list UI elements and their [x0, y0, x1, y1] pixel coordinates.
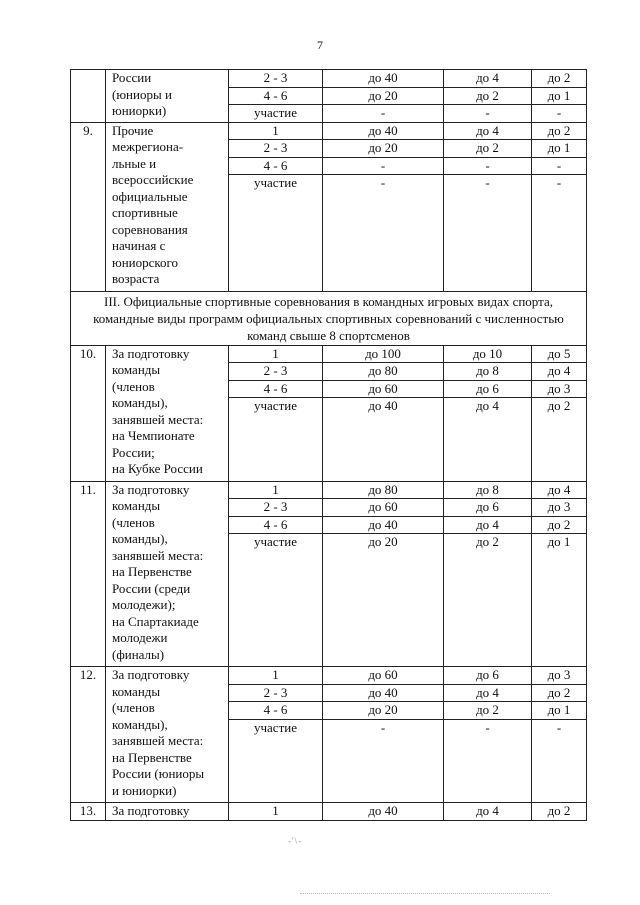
value-cell: до 4	[444, 803, 532, 821]
competition-description	[106, 345, 229, 481]
value-cell: до 20	[323, 140, 444, 158]
value-cell: до 10	[444, 345, 532, 363]
value-cell: до 4	[532, 363, 587, 381]
value-cell: до 20	[323, 534, 444, 667]
value-cell: до 2	[444, 702, 532, 720]
place-cell: 1	[229, 122, 323, 140]
description-line: За подготовку	[112, 667, 190, 682]
value-cell: до 2	[444, 87, 532, 105]
place-cell: 4 - 6	[229, 380, 323, 398]
value-cell: до 6	[444, 499, 532, 517]
description-line: молодежи	[112, 630, 168, 645]
value-cell: до 8	[444, 363, 532, 381]
value-cell: до 80	[323, 363, 444, 381]
value-cell: до 40	[323, 516, 444, 534]
value-cell: до 60	[323, 667, 444, 685]
description-line: спортивные	[112, 205, 178, 220]
table-row	[71, 122, 587, 140]
value-cell: -	[532, 157, 587, 175]
row-number: 11.	[71, 481, 106, 667]
value-cell: до 40	[323, 70, 444, 88]
place-cell: участие	[229, 534, 323, 667]
value-cell: до 2	[532, 122, 587, 140]
place-cell: 4 - 6	[229, 702, 323, 720]
place-cell: 2 - 3	[229, 70, 323, 88]
description-line: соревнования	[112, 221, 188, 237]
value-cell: -	[532, 719, 587, 803]
value-cell: до 8	[444, 481, 532, 499]
value-cell: до 1	[532, 534, 587, 667]
value-cell: до 2	[444, 534, 532, 667]
value-cell: до 40	[323, 122, 444, 140]
place-cell: участие	[229, 398, 323, 482]
value-cell: до 40	[323, 398, 444, 482]
section-header-row	[71, 291, 587, 345]
description-line: занявшей места:	[112, 733, 204, 748]
description-line: За подготовку	[112, 345, 190, 361]
description-line: За подготовку	[112, 481, 190, 497]
description-line: возраста	[112, 271, 160, 286]
value-cell: до 5	[532, 345, 587, 363]
description-line: на Чемпионате	[112, 428, 195, 443]
table-row	[71, 70, 587, 88]
description-line: занявшей места:	[112, 411, 204, 427]
description-line: команды	[112, 498, 161, 513]
row-number: 9.	[71, 122, 106, 291]
place-cell: 1	[229, 803, 323, 821]
value-cell: до 4	[444, 516, 532, 534]
description-line: России;	[112, 444, 155, 460]
value-cell: -	[323, 175, 444, 292]
row-number: 12.	[71, 667, 106, 803]
description-line: (членов	[112, 378, 155, 394]
value-cell: до 4	[444, 684, 532, 702]
value-cell: до 4	[444, 398, 532, 482]
value-cell: -	[444, 175, 532, 292]
competition-description	[106, 803, 229, 821]
value-cell: до 4	[444, 70, 532, 88]
description-line: льные и	[112, 155, 157, 171]
value-cell: до 2	[532, 70, 587, 88]
value-cell: -	[444, 157, 532, 175]
value-cell: до 20	[323, 702, 444, 720]
value-cell: до 1	[532, 140, 587, 158]
value-cell: до 1	[532, 702, 587, 720]
place-cell: 2 - 3	[229, 684, 323, 702]
description-line: команды),	[112, 531, 168, 546]
value-cell: до 6	[444, 667, 532, 685]
value-cell: до 20	[323, 87, 444, 105]
description-line: на Первенстве	[112, 564, 192, 579]
description-line: России (среди	[112, 580, 191, 596]
description-line: начиная с	[112, 238, 166, 253]
description-line: занявшей места:	[112, 547, 204, 563]
competition-description	[106, 122, 229, 291]
value-cell: до 2	[532, 803, 587, 821]
place-cell: 4 - 6	[229, 87, 323, 105]
value-cell: до 1	[532, 87, 587, 105]
competition-description	[106, 667, 229, 803]
value-cell: до 40	[323, 803, 444, 821]
description-line: молодежи);	[112, 597, 176, 612]
value-cell: до 3	[532, 499, 587, 517]
value-cell: до 40	[323, 684, 444, 702]
row-number: 13.	[71, 803, 106, 821]
value-cell: -	[323, 105, 444, 123]
value-cell: -	[532, 105, 587, 123]
row-number: 10.	[71, 345, 106, 481]
description-line: юниорки)	[112, 103, 167, 118]
description-line: и юниорки)	[112, 782, 177, 798]
place-cell: 2 - 3	[229, 140, 323, 158]
bottom-divider	[300, 893, 550, 894]
value-cell: до 2	[444, 140, 532, 158]
value-cell: до 4	[444, 122, 532, 140]
description-line: Прочие	[112, 122, 154, 138]
competition-description	[106, 70, 229, 123]
place-cell: 1	[229, 481, 323, 499]
description-line: России (юниоры	[112, 766, 205, 781]
value-cell: до 2	[532, 516, 587, 534]
table-body	[71, 70, 587, 821]
description-line: межрегиона-	[112, 139, 184, 154]
value-cell: -	[323, 157, 444, 175]
place-cell: 2 - 3	[229, 499, 323, 517]
value-cell: -	[444, 105, 532, 123]
award-table	[70, 69, 587, 821]
value-cell: -	[323, 719, 444, 803]
value-cell: до 80	[323, 481, 444, 499]
place-cell: 4 - 6	[229, 516, 323, 534]
row-number	[71, 70, 106, 123]
place-cell: участие	[229, 719, 323, 803]
value-cell: до 4	[532, 481, 587, 499]
description-line: России	[112, 70, 152, 85]
place-cell: 4 - 6	[229, 157, 323, 175]
description-line: За подготовку	[112, 803, 190, 818]
value-cell: до 100	[323, 345, 444, 363]
description-line: команды	[112, 362, 161, 377]
description-line: команды),	[112, 395, 168, 410]
place-cell: участие	[229, 175, 323, 292]
place-cell: 2 - 3	[229, 363, 323, 381]
table-row	[71, 345, 587, 363]
value-cell: до 3	[532, 380, 587, 398]
description-line: команды),	[112, 716, 168, 732]
description-line: на Первенстве	[112, 749, 192, 765]
place-cell: 1	[229, 345, 323, 363]
description-line: (членов	[112, 514, 155, 530]
scan-mark: -'\-	[288, 836, 303, 846]
value-cell: до 60	[323, 499, 444, 517]
description-line: (юниоры и	[112, 86, 172, 102]
description-line: на Кубке России	[112, 461, 203, 476]
table-row	[71, 803, 587, 821]
value-cell: до 3	[532, 667, 587, 685]
description-line: (членов	[112, 700, 155, 715]
value-cell: -	[444, 719, 532, 803]
place-cell: участие	[229, 105, 323, 123]
description-line: на Спартакиаде	[112, 613, 199, 629]
table-row	[71, 667, 587, 685]
page-number: 7	[317, 38, 323, 52]
section-title: III. Официальные спортивные соревнования в командных игровых видах спорта, командные виды программ официальных спортивных соревнований с численностью команд свыше 8 спортсменов	[71, 291, 587, 345]
description-line: команды	[112, 683, 161, 699]
description-line: официальные	[112, 188, 188, 204]
description-line: юниорского	[112, 254, 179, 270]
place-cell: 1	[229, 667, 323, 685]
competition-description	[106, 481, 229, 667]
value-cell: до 2	[532, 684, 587, 702]
value-cell: -	[532, 175, 587, 292]
description-line: всероссийские	[112, 172, 194, 187]
value-cell: до 60	[323, 380, 444, 398]
description-line: (финалы)	[112, 646, 165, 662]
value-cell: до 2	[532, 398, 587, 482]
table-row	[71, 481, 587, 499]
value-cell: до 6	[444, 380, 532, 398]
